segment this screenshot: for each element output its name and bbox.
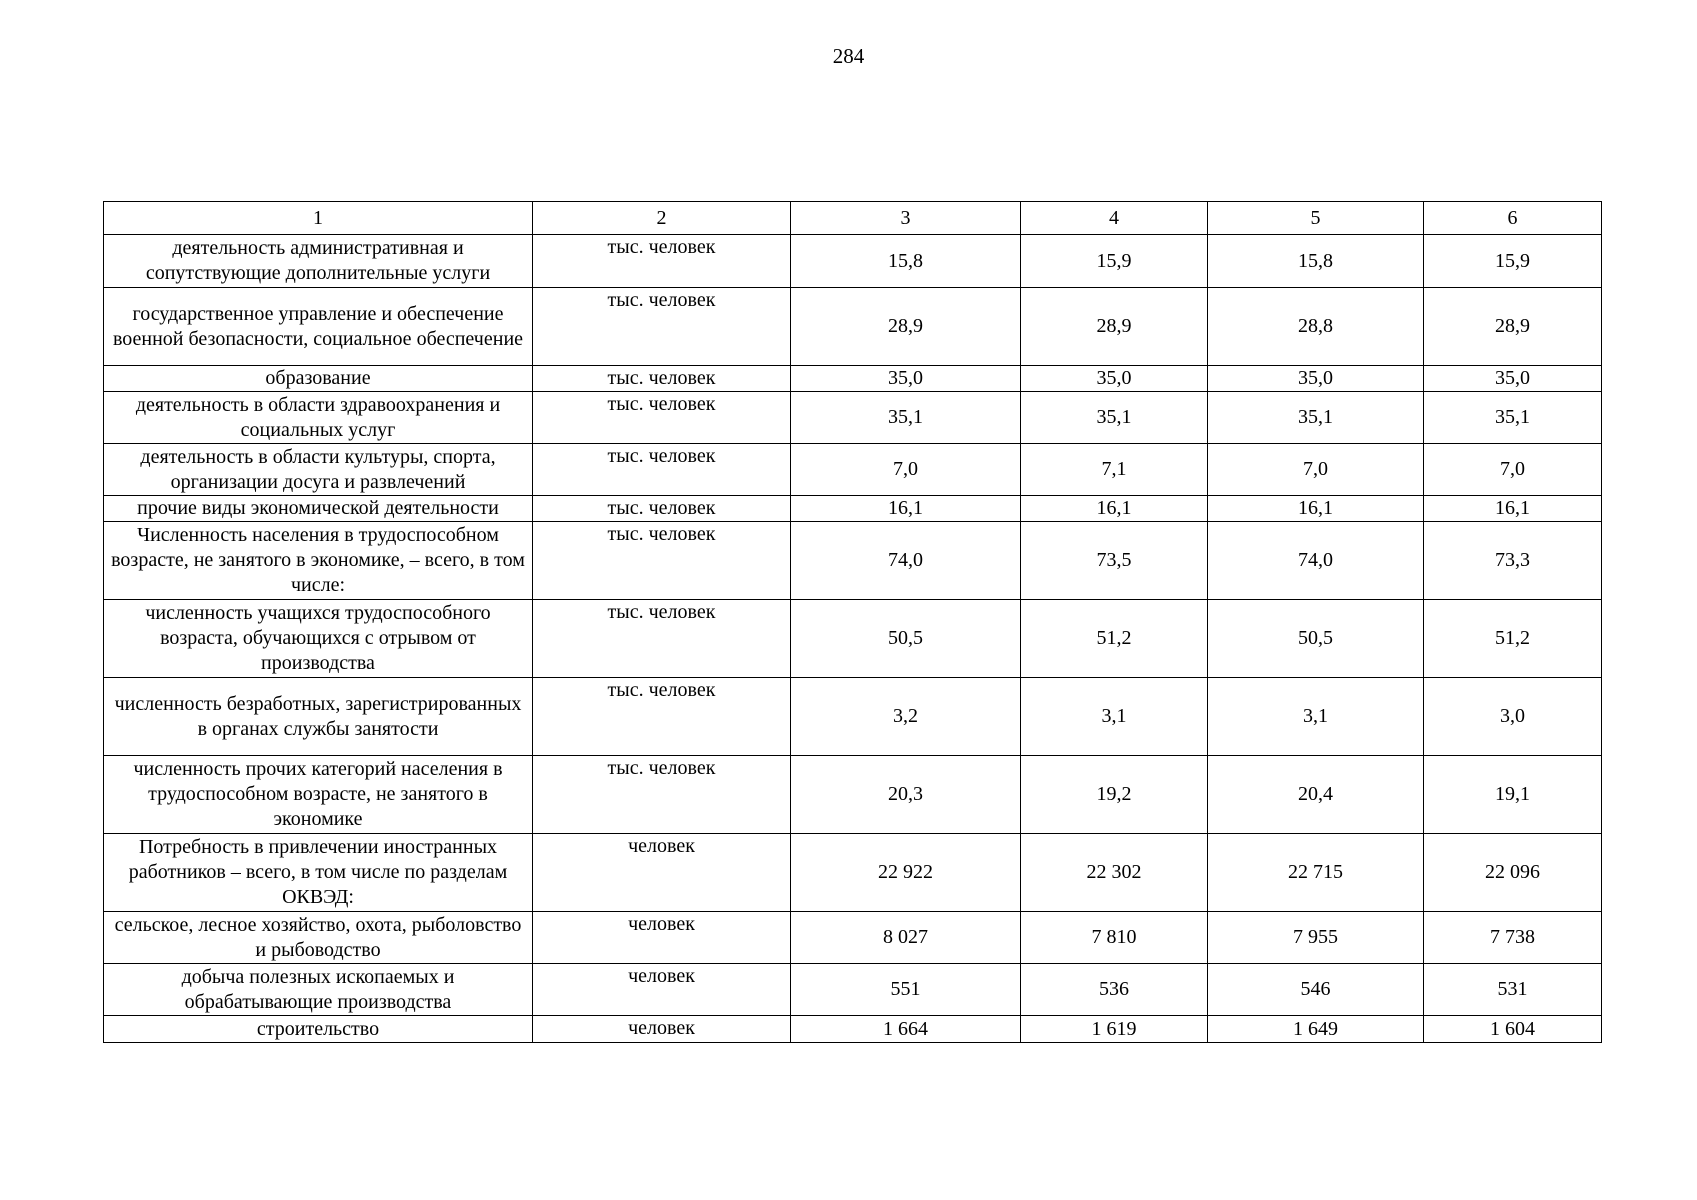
header-cell: 2 xyxy=(533,202,791,235)
value-cell: 28,9 xyxy=(791,288,1021,366)
indicator-name-cell: Потребность в привлечении иностранных работников – всего, в том числе по разделам ОКВЭД: xyxy=(104,834,533,912)
unit-cell: человек xyxy=(533,1016,791,1043)
value-cell: 35,1 xyxy=(791,392,1021,444)
value-cell: 536 xyxy=(1021,964,1208,1016)
table-row xyxy=(104,834,1602,912)
value-cell: 22 096 xyxy=(1424,834,1602,912)
value-cell: 7,0 xyxy=(1208,444,1424,496)
unit-cell: тыс. человек xyxy=(533,600,791,678)
value-cell: 22 302 xyxy=(1021,834,1208,912)
value-cell: 7,0 xyxy=(791,444,1021,496)
unit-cell: тыс. человек xyxy=(533,522,791,600)
unit-cell: человек xyxy=(533,912,791,964)
indicator-name-cell: государственное управление и обеспечение военной безопасности, социальное обеспечение xyxy=(104,288,533,366)
table-row xyxy=(104,964,1602,1016)
page-number: 284 xyxy=(832,44,865,68)
unit-cell: человек xyxy=(533,834,791,912)
value-cell: 546 xyxy=(1208,964,1424,1016)
value-cell: 531 xyxy=(1424,964,1602,1016)
header-cell: 3 xyxy=(791,202,1021,235)
value-cell: 3,1 xyxy=(1208,678,1424,756)
value-cell: 19,1 xyxy=(1424,756,1602,834)
value-cell: 20,3 xyxy=(791,756,1021,834)
value-cell: 1 664 xyxy=(791,1016,1021,1043)
unit-cell: тыс. человек xyxy=(533,366,791,392)
value-cell: 8 027 xyxy=(791,912,1021,964)
value-cell: 7,1 xyxy=(1021,444,1208,496)
value-cell: 74,0 xyxy=(791,522,1021,600)
indicator-name-cell: образование xyxy=(104,366,533,392)
table-header-row xyxy=(104,202,1602,235)
value-cell: 20,4 xyxy=(1208,756,1424,834)
value-cell: 35,0 xyxy=(1208,366,1424,392)
value-cell: 7,0 xyxy=(1424,444,1602,496)
header-cell: 1 xyxy=(104,202,533,235)
value-cell: 15,8 xyxy=(1208,235,1424,288)
value-cell: 7 955 xyxy=(1208,912,1424,964)
value-cell: 16,1 xyxy=(1208,496,1424,522)
value-cell: 74,0 xyxy=(1208,522,1424,600)
value-cell: 551 xyxy=(791,964,1021,1016)
value-cell: 35,0 xyxy=(1424,366,1602,392)
unit-cell: тыс. человек xyxy=(533,678,791,756)
header-cell: 5 xyxy=(1208,202,1424,235)
value-cell: 35,1 xyxy=(1021,392,1208,444)
value-cell: 3,1 xyxy=(1021,678,1208,756)
unit-cell: тыс. человек xyxy=(533,444,791,496)
value-cell: 50,5 xyxy=(791,600,1021,678)
value-cell: 73,5 xyxy=(1021,522,1208,600)
table-row xyxy=(104,678,1602,756)
value-cell: 73,3 xyxy=(1424,522,1602,600)
table-row xyxy=(104,522,1602,600)
value-cell: 35,0 xyxy=(1021,366,1208,392)
value-cell: 22 922 xyxy=(791,834,1021,912)
indicator-name-cell: деятельность в области здравоохранения и социальных услуг xyxy=(104,392,533,444)
value-cell: 16,1 xyxy=(1424,496,1602,522)
value-cell: 16,1 xyxy=(1021,496,1208,522)
indicator-name-cell: численность безработных, зарегистрированных в органах службы занятости xyxy=(104,678,533,756)
value-cell: 1 649 xyxy=(1208,1016,1424,1043)
indicator-name-cell: строительство xyxy=(104,1016,533,1043)
header-cell: 6 xyxy=(1424,202,1602,235)
indicator-name-cell: деятельность в области культуры, спорта, организации досуга и развлечений xyxy=(104,444,533,496)
table-row xyxy=(104,366,1602,392)
table-row xyxy=(104,288,1602,366)
unit-cell: тыс. человек xyxy=(533,288,791,366)
value-cell: 1 604 xyxy=(1424,1016,1602,1043)
value-cell: 3,0 xyxy=(1424,678,1602,756)
unit-cell: тыс. человек xyxy=(533,235,791,288)
indicator-name-cell: численность прочих категорий населения в трудоспособном возрасте, не занятого в экономике xyxy=(104,756,533,834)
table-row xyxy=(104,912,1602,964)
value-cell: 28,9 xyxy=(1424,288,1602,366)
indicator-name-cell: добыча полезных ископаемых и обрабатывающие производства xyxy=(104,964,533,1016)
value-cell: 51,2 xyxy=(1424,600,1602,678)
value-cell: 15,9 xyxy=(1021,235,1208,288)
value-cell: 28,9 xyxy=(1021,288,1208,366)
value-cell: 35,1 xyxy=(1208,392,1424,444)
unit-cell: тыс. человек xyxy=(533,392,791,444)
value-cell: 28,8 xyxy=(1208,288,1424,366)
indicator-name-cell: прочие виды экономической деятельности xyxy=(104,496,533,522)
unit-cell: тыс. человек xyxy=(533,496,791,522)
value-cell: 51,2 xyxy=(1021,600,1208,678)
table-row xyxy=(104,444,1602,496)
value-cell: 15,8 xyxy=(791,235,1021,288)
unit-cell: тыс. человек xyxy=(533,756,791,834)
value-cell: 35,0 xyxy=(791,366,1021,392)
unit-cell: человек xyxy=(533,964,791,1016)
table-row xyxy=(104,496,1602,522)
table-row xyxy=(104,392,1602,444)
table-row xyxy=(104,756,1602,834)
value-cell: 15,9 xyxy=(1424,235,1602,288)
header-cell: 4 xyxy=(1021,202,1208,235)
table-row xyxy=(104,600,1602,678)
indicator-name-cell: деятельность административная и сопутствующие дополнительные услуги xyxy=(104,235,533,288)
value-cell: 7 738 xyxy=(1424,912,1602,964)
value-cell: 3,2 xyxy=(791,678,1021,756)
indicator-name-cell: сельское, лесное хозяйство, охота, рыболовство и рыбоводство xyxy=(104,912,533,964)
value-cell: 1 619 xyxy=(1021,1016,1208,1043)
data-table xyxy=(103,201,1602,1043)
value-cell: 19,2 xyxy=(1021,756,1208,834)
value-cell: 7 810 xyxy=(1021,912,1208,964)
table-row xyxy=(104,1016,1602,1043)
indicator-name-cell: Численность населения в трудоспособном возрасте, не занятого в экономике, – всего, в том числе: xyxy=(104,522,533,600)
value-cell: 16,1 xyxy=(791,496,1021,522)
value-cell: 35,1 xyxy=(1424,392,1602,444)
indicator-name-cell: численность учащихся трудоспособного возраста, обучающихся с отрывом от производства xyxy=(104,600,533,678)
value-cell: 50,5 xyxy=(1208,600,1424,678)
value-cell: 22 715 xyxy=(1208,834,1424,912)
table-row xyxy=(104,235,1602,288)
